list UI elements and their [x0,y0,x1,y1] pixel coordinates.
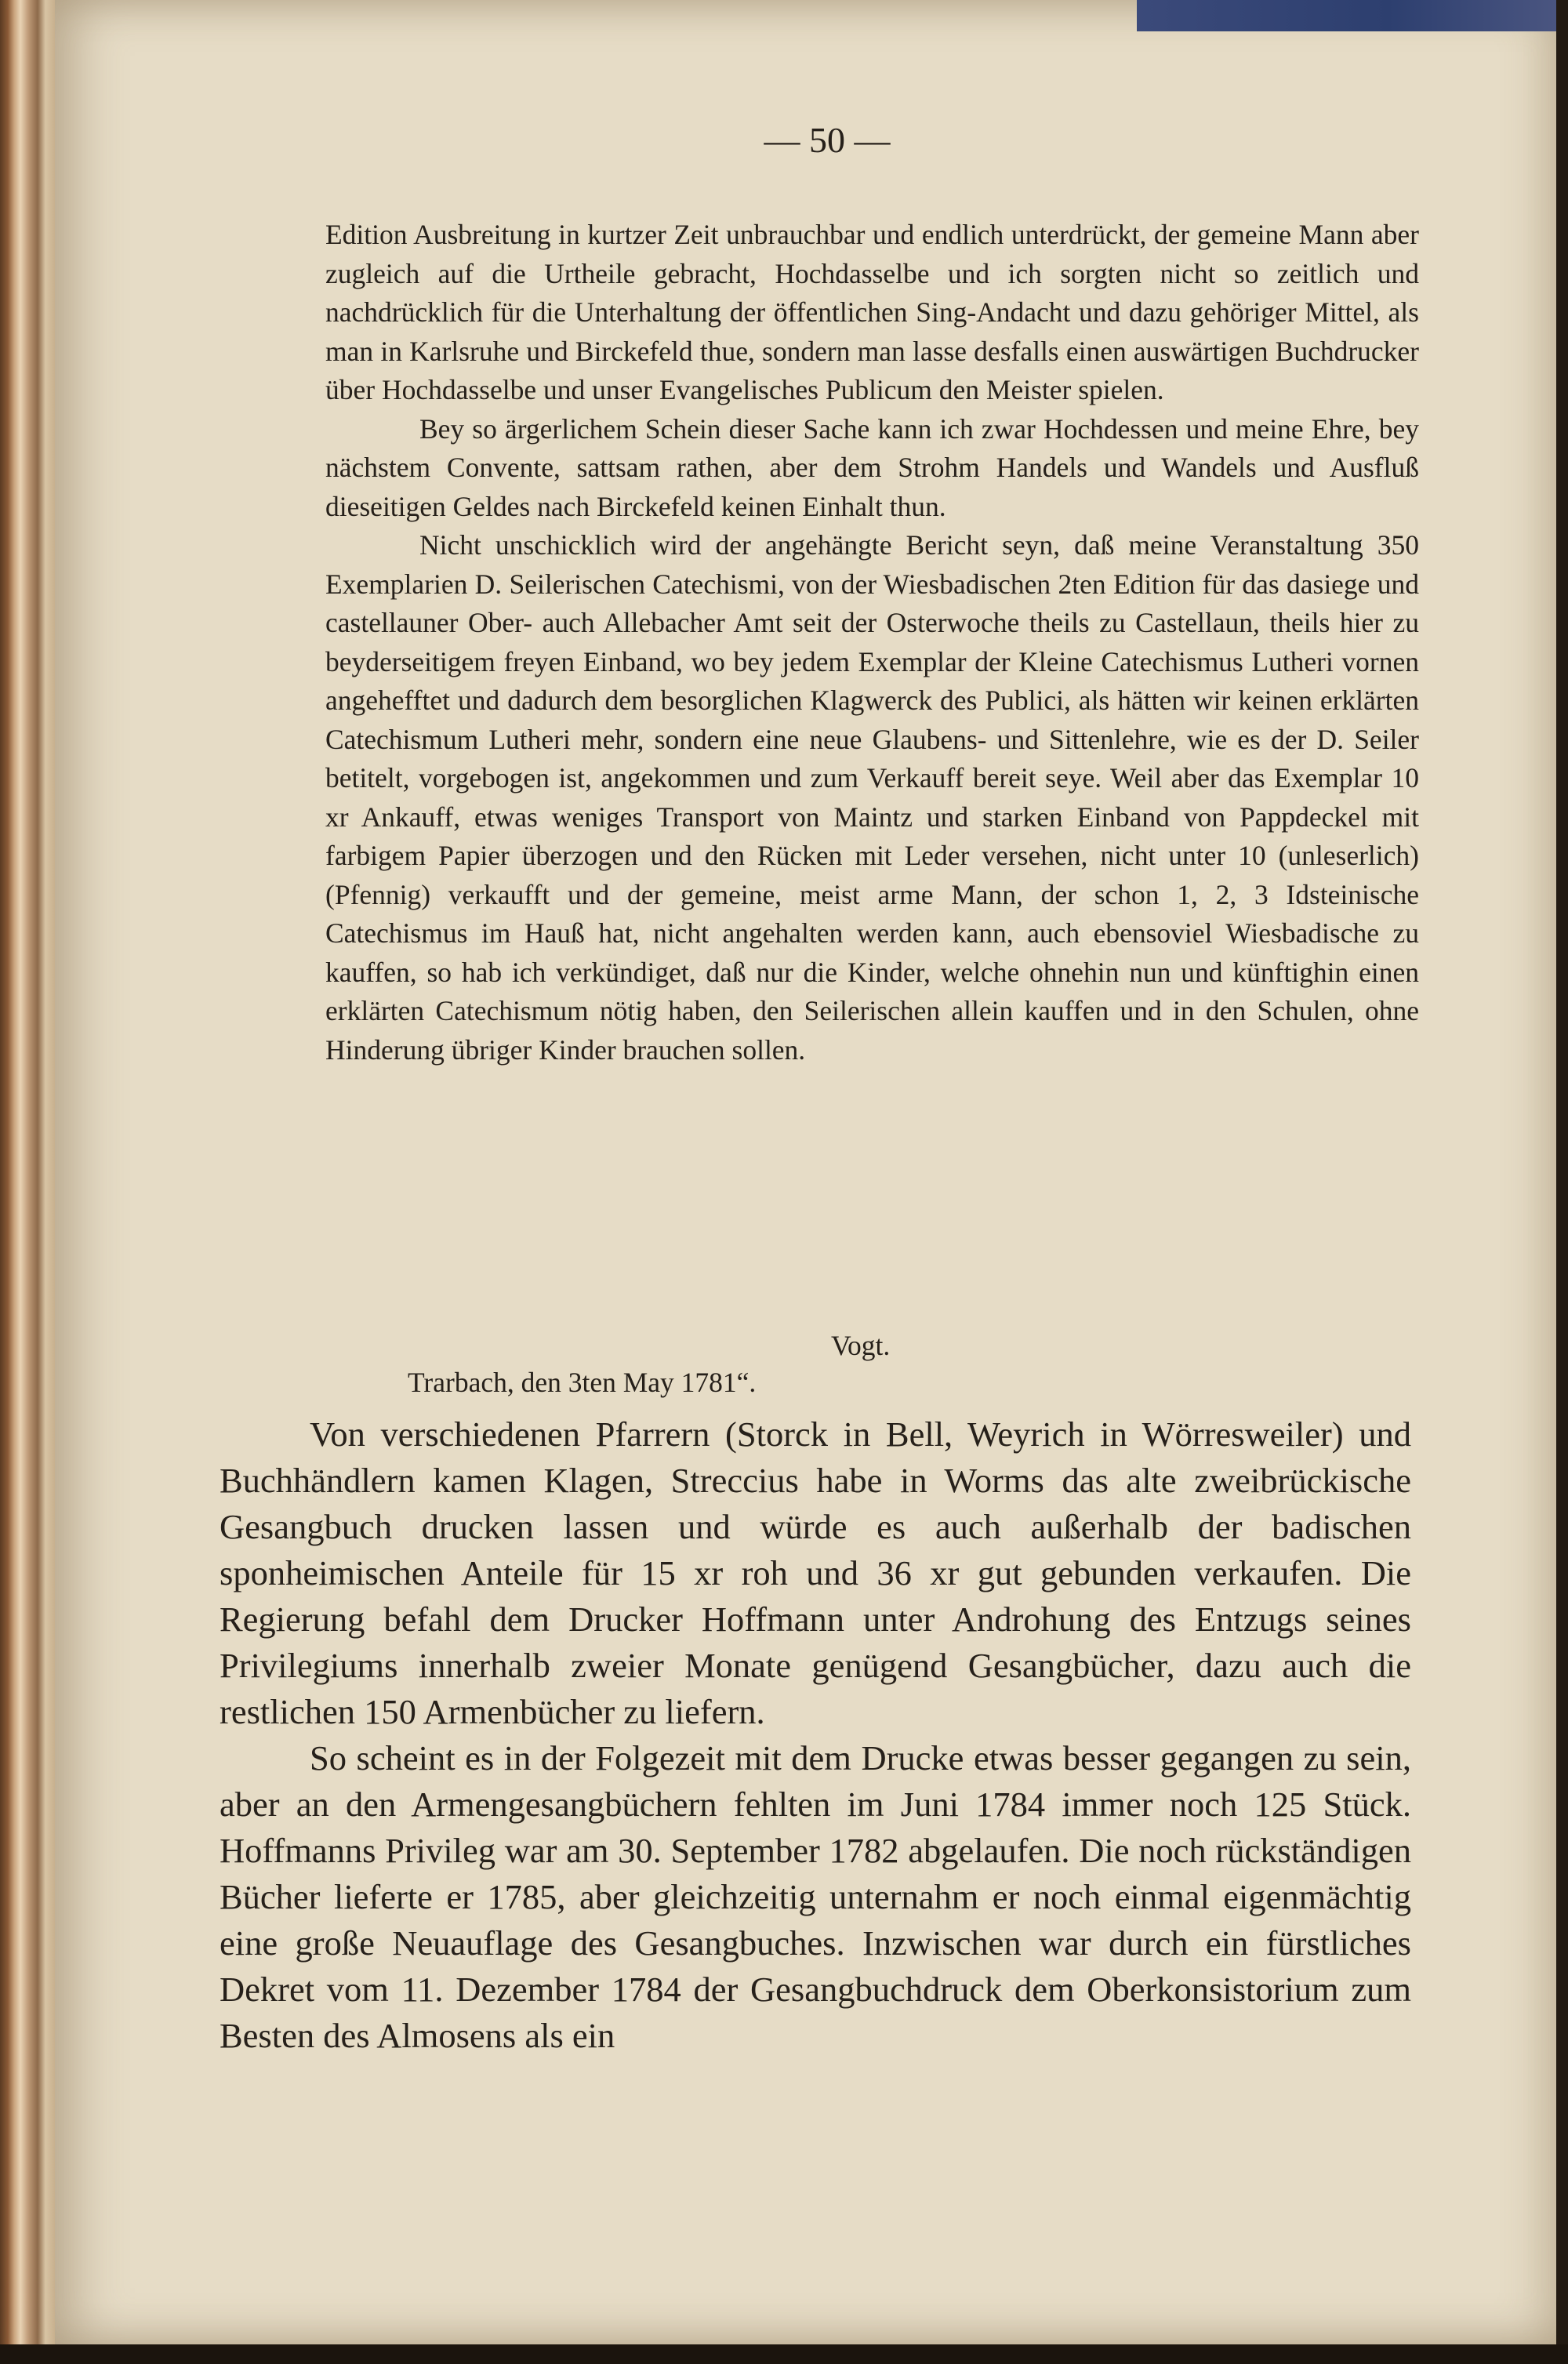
quoted-report [325,216,1419,1069]
place-date: Trarbach, den 3ten May 1781“. [408,1367,757,1398]
bottom-background [0,2344,1568,2364]
top-edge-strip [1137,0,1556,31]
signature: Vogt. [831,1330,891,1361]
quote-paragraph: Nicht unschicklich wird der angehängte Bericht seyn, daß meine Veranstaltung 350 Exemplarien D. Seilerischen Catechismi, von der Wiesbadischen 2ten Edition für das dasiege und castellauner Ober- auch Allebacher Amt seit der Osterwoche theils zu Castellaun, theils hier zu beyderseitigem freyen Einband, wo bey jedem Exemplar der Kleine Catechismus Lutheri vornen angehefftet und dadurch dem besorglichen Klagwerck des Publici, als hätten wir keinen erklärten Catechismum Lutheri mehr, sondern eine neue Glaubens- und Sittenlehre, wie es der D. Seiler betitelt, vorgebogen ist, angekommen und zum Verkauff bereit seye. Weil aber das Exemplar 10 xr Ankauff, etwas weniges Transport von Maintz und starken Einband von Pappdeckel mit farbigem Papier überzogen und den Rücken mit Leder versehen, nicht unter 10 (unleserlich) (Pfennig) verkaufft und der gemeine, meist arme Mann, der schon 1, 2, 3 Idsteinische Catechismus im Hauß hat, nicht angehalten werden kann, auch ebensoviel Wiesbadische zu kauffen, so hab ich verkündiget, daß nur die Kinder, welche ohnehin nun und künftighin einen erklärten Catechismum nötig haben, den Seilerischen allein kauffen und in den Schulen, ohne Hinderung übriger Kinder brauchen sollen. [325,529,1419,1066]
right-background [1556,0,1568,2364]
body-paragraph: So scheint es in der Folgezeit mit dem Drucke etwas besser gegangen zu sein, aber an den Armengesangbüchern fehlten im Juni 1784 immer noch 125 Stück. Hoffmanns Privileg war am 30. September 1782 abgelaufen. Die noch rückständigen Bücher lieferte er 1785, aber gleichzeitig unternahm er noch einmal eigenmächtig eine große Neuauflage des Gesangbuches. Inzwischen war durch ein fürstliches Dekret vom 11. Dezember 1784 der Gesangbuchdruck dem Oberkonsistorium zum Besten des Almosens als ein [220,1738,1411,2055]
page-number: — 50 — [764,120,891,160]
quote-paragraph: Bey so ärgerlichem Schein dieser Sache kann ich zwar Hochdessen und meine Ehre, bey nächstem Convente, sattsam rathen, aber dem Strohm Handels und Wandels und Ausfluß dieseitigen Geldes nach Birckefeld keinen Einhalt thun. [325,412,1419,522]
main-text [220,1411,1411,2059]
quote-paragraph: Edition Ausbreitung in kurtzer Zeit unbrauchbar und endlich unterdrückt, der gemeine Mann aber zugleich auf die Urtheile gebracht, Hochdasselbe und ich sorgten nicht so zeitlich und nachdrücklich für die Unterhaltung der öffentlichen Sing-Andacht und dazu gehöriger Mittel, als man in Karlsruhe und Birckefeld thue, sondern man lasse desfalls einen auswärtigen Buchdrucker über Hochdasselbe und unser Evangelisches Publicum den Meister spielen. [325,219,1419,405]
body-paragraph: Von verschiedenen Pfarrern (Storck in Bell, Weyrich in Wörresweiler) und Buchhändlern kamen Klagen, Streccius habe in Worms das alte zweibrückische Gesangbuch drucken lassen und würde es auch außerhalb der badischen sponheimischen Anteile für 15 xr roh und 36 xr gut gebunden verkaufen. Die Regierung befahl dem Drucker Hoffmann unter Androhung des Entzugs seines Privilegiums innerhalb zweier Monate genügend Gesangbücher, dazu auch die restlichen 150 Armenbücher zu liefern. [220,1414,1411,1731]
book-spine-edge [0,0,55,2364]
